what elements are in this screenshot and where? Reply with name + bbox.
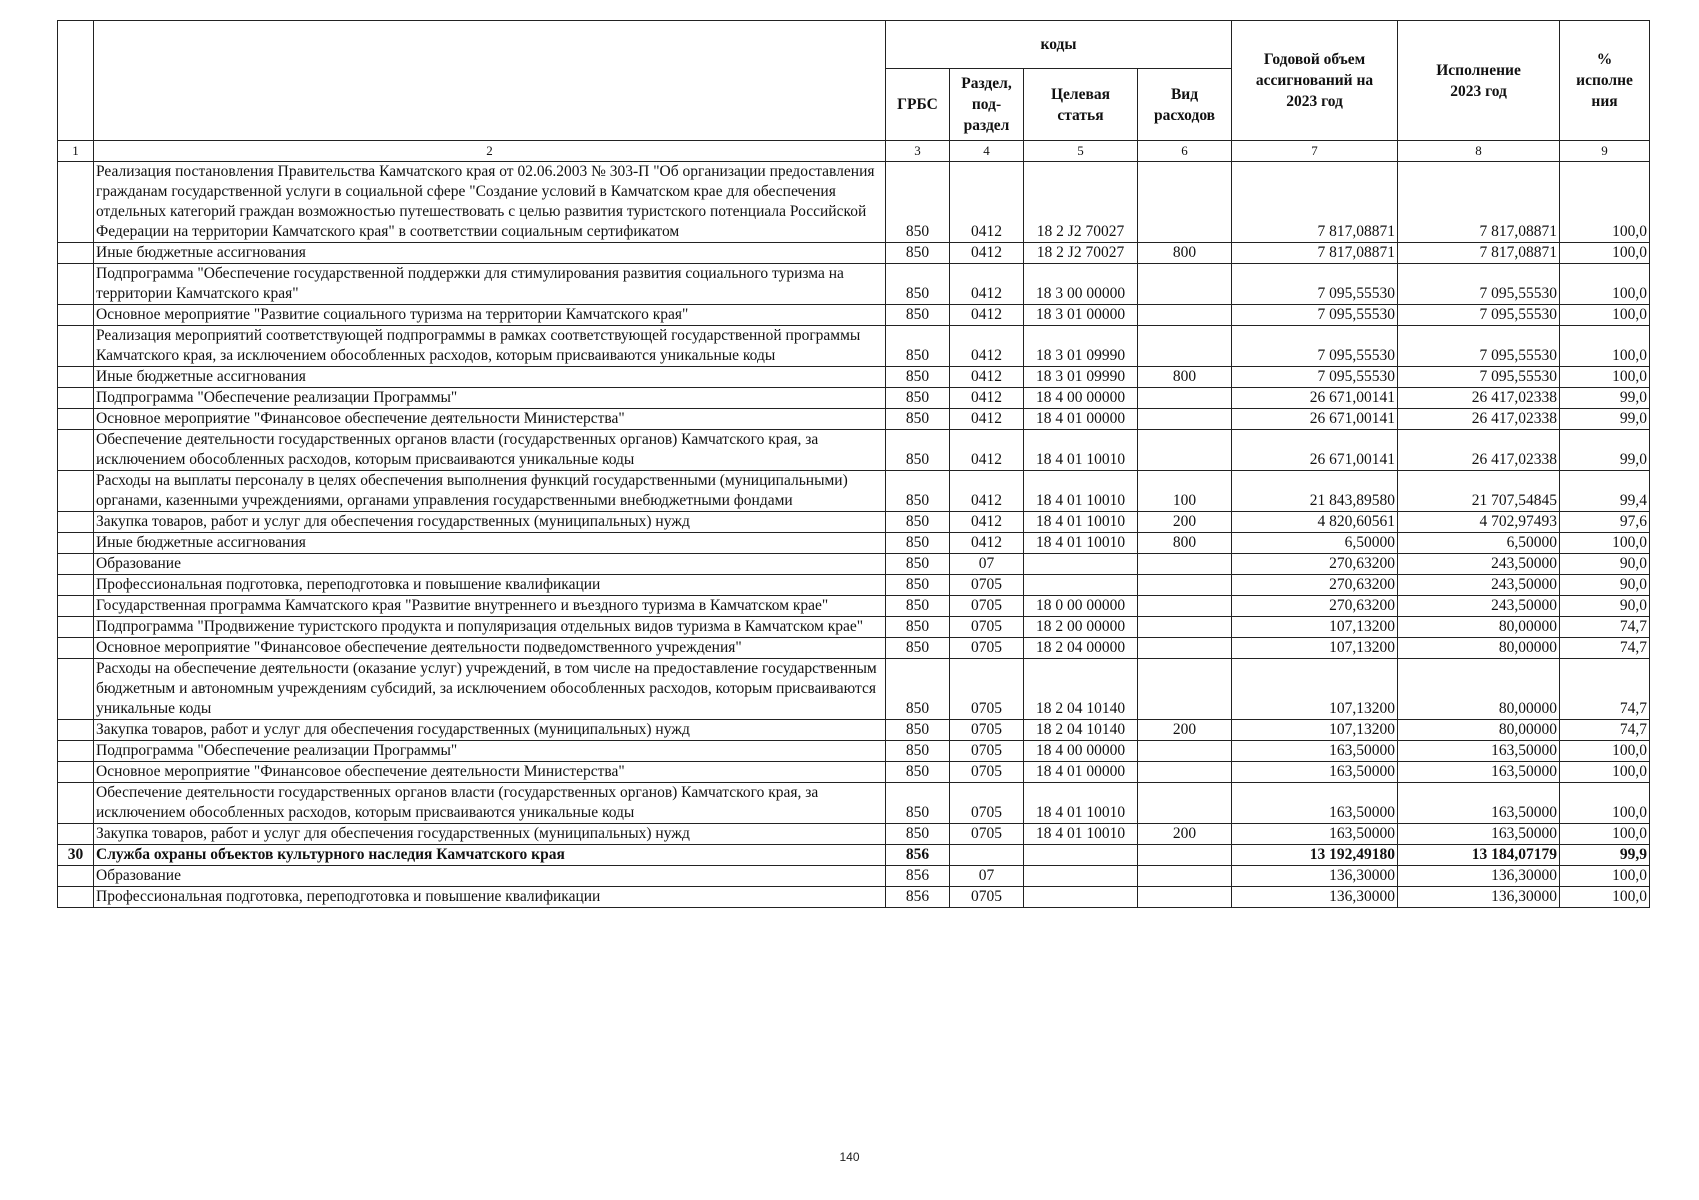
cell-row-number — [58, 388, 94, 409]
table-row — [58, 554, 1650, 575]
cell-grbs: 850 — [886, 162, 950, 243]
cell-execution-amount: 163,50000 — [1398, 741, 1560, 762]
cell-name: Основное мероприятие "Финансовое обеспечение деятельности подведомственного учреждения" — [94, 638, 886, 659]
cell-row-number — [58, 264, 94, 305]
cell-section: 0412 — [950, 471, 1024, 512]
cell-grbs: 856 — [886, 866, 950, 887]
cell-exptype: 800 — [1138, 243, 1232, 264]
cell-name: Реализация постановления Правительства Камчатского края от 02.06.2003 № 303-П "Об организации предоставления гражданам государственной услуги в социальной сфере "Создание условий в Камчатском крае для обеспечения отдельных категорий граждан возможностью путешествовать с целью развития туристского потенциала Российской Федерации на территории Камчатского края" в соответствии социальным сертификатом — [94, 162, 886, 243]
cell-grbs: 850 — [886, 617, 950, 638]
cell-section: 0705 — [950, 720, 1024, 741]
cell-annual-amount: 21 843,89580 — [1232, 471, 1398, 512]
cell-execution-amount: 163,50000 — [1398, 762, 1560, 783]
cell-exptype — [1138, 388, 1232, 409]
cell-row-number — [58, 866, 94, 887]
cell-section: 0705 — [950, 741, 1024, 762]
cell-execution-percent: 100,0 — [1560, 533, 1650, 554]
cell-grbs: 850 — [886, 741, 950, 762]
header-exec-line2: 2023 год — [1450, 82, 1507, 100]
cell-section: 0705 — [950, 762, 1024, 783]
cell-row-number — [58, 783, 94, 824]
cell-annual-amount: 26 671,00141 — [1232, 430, 1398, 471]
header-grbs: ГРБС — [886, 69, 950, 141]
cell-row-number — [58, 824, 94, 845]
cell-name: Профессиональная подготовка, переподготовка и повышение квалификации — [94, 887, 886, 908]
cell-execution-percent: 74,7 — [1560, 720, 1650, 741]
cell-name: Основное мероприятие "Финансовое обеспечение деятельности Министерства" — [94, 409, 886, 430]
cell-grbs: 850 — [886, 596, 950, 617]
cell-execution-percent: 100,0 — [1560, 326, 1650, 367]
cell-annual-amount: 26 671,00141 — [1232, 388, 1398, 409]
cell-execution-amount: 7 095,55530 — [1398, 305, 1560, 326]
cell-annual-amount: 7 095,55530 — [1232, 326, 1398, 367]
cell-section: 0412 — [950, 243, 1024, 264]
cell-name: Основное мероприятие "Развитие социального туризма на территории Камчатского края" — [94, 305, 886, 326]
cell-target: 18 2 J2 70027 — [1024, 243, 1138, 264]
cell-annual-amount: 7 095,55530 — [1232, 264, 1398, 305]
column-number: 8 — [1398, 141, 1560, 162]
cell-exptype — [1138, 617, 1232, 638]
cell-row-number — [58, 162, 94, 243]
cell-name: Расходы на выплаты персоналу в целях обеспечения выполнения функций государственными (муниципальными) органами, казенными учреждениями, органами управления государственными внебюджетными фондами — [94, 471, 886, 512]
cell-annual-amount: 163,50000 — [1232, 783, 1398, 824]
cell-target: 18 2 J2 70027 — [1024, 162, 1138, 243]
cell-execution-percent: 100,0 — [1560, 264, 1650, 305]
cell-annual-amount: 270,63200 — [1232, 554, 1398, 575]
cell-grbs: 850 — [886, 430, 950, 471]
cell-name: Иные бюджетные ассигнования — [94, 533, 886, 554]
cell-grbs: 850 — [886, 264, 950, 305]
cell-annual-amount: 270,63200 — [1232, 575, 1398, 596]
table-row — [58, 887, 1650, 908]
cell-execution-amount: 4 702,97493 — [1398, 512, 1560, 533]
cell-execution-percent: 100,0 — [1560, 824, 1650, 845]
cell-name: Закупка товаров, работ и услуг для обеспечения государственных (муниципальных) нужд — [94, 512, 886, 533]
cell-exptype — [1138, 305, 1232, 326]
cell-annual-amount: 270,63200 — [1232, 596, 1398, 617]
cell-row-number — [58, 659, 94, 720]
cell-execution-amount: 163,50000 — [1398, 783, 1560, 824]
header-annual — [1232, 21, 1398, 141]
cell-row-number — [58, 471, 94, 512]
cell-execution-percent: 99,4 — [1560, 471, 1650, 512]
cell-section: 0705 — [950, 596, 1024, 617]
cell-row-number — [58, 720, 94, 741]
cell-target: 18 3 00 00000 — [1024, 264, 1138, 305]
cell-section: 0412 — [950, 326, 1024, 367]
cell-grbs: 850 — [886, 305, 950, 326]
header-exptype-line1: Вид — [1170, 85, 1199, 103]
cell-exptype — [1138, 596, 1232, 617]
cell-target: 18 2 00 00000 — [1024, 617, 1138, 638]
header-pct-line1: % — [1596, 51, 1613, 68]
cell-row-number — [58, 887, 94, 908]
cell-exptype — [1138, 741, 1232, 762]
cell-annual-amount: 4 820,60561 — [1232, 512, 1398, 533]
cell-row-number — [58, 554, 94, 575]
cell-target: 18 4 01 10010 — [1024, 430, 1138, 471]
table-row — [58, 617, 1650, 638]
cell-annual-amount: 107,13200 — [1232, 638, 1398, 659]
cell-execution-percent: 100,0 — [1560, 367, 1650, 388]
budget-execution-table — [57, 20, 1650, 908]
cell-execution-amount: 13 184,07179 — [1398, 845, 1560, 866]
table-row — [58, 720, 1650, 741]
table-row — [58, 845, 1650, 866]
column-number: 7 — [1232, 141, 1398, 162]
cell-execution-percent: 74,7 — [1560, 638, 1650, 659]
header-percent — [1560, 21, 1650, 141]
header-exptype — [1138, 69, 1232, 141]
cell-annual-amount: 7 095,55530 — [1232, 305, 1398, 326]
cell-section: 0412 — [950, 367, 1024, 388]
cell-exptype — [1138, 575, 1232, 596]
cell-exptype — [1138, 638, 1232, 659]
column-number: 3 — [886, 141, 950, 162]
header-codes: коды — [886, 21, 1232, 69]
cell-section: 07 — [950, 554, 1024, 575]
cell-execution-amount: 6,50000 — [1398, 533, 1560, 554]
cell-execution-percent: 97,6 — [1560, 512, 1650, 533]
cell-target: 18 4 01 00000 — [1024, 762, 1138, 783]
header-empty-name — [94, 21, 886, 141]
column-number: 1 — [58, 141, 94, 162]
cell-section: 0412 — [950, 512, 1024, 533]
header-target — [1024, 69, 1138, 141]
cell-annual-amount: 136,30000 — [1232, 866, 1398, 887]
cell-row-number: 30 — [58, 845, 94, 866]
cell-exptype — [1138, 866, 1232, 887]
header-execution — [1398, 21, 1560, 141]
cell-name: Служба охраны объектов культурного наследия Камчатского края — [94, 845, 886, 866]
table-row — [58, 264, 1650, 305]
cell-section: 0412 — [950, 430, 1024, 471]
cell-execution-amount: 243,50000 — [1398, 596, 1560, 617]
cell-grbs: 850 — [886, 575, 950, 596]
cell-execution-percent: 100,0 — [1560, 762, 1650, 783]
cell-exptype — [1138, 264, 1232, 305]
cell-name: Закупка товаров, работ и услуг для обеспечения государственных (муниципальных) нужд — [94, 720, 886, 741]
cell-exptype: 800 — [1138, 533, 1232, 554]
cell-row-number — [58, 638, 94, 659]
column-number: 4 — [950, 141, 1024, 162]
cell-execution-percent: 100,0 — [1560, 243, 1650, 264]
cell-grbs: 850 — [886, 824, 950, 845]
cell-name: Реализация мероприятий соответствующей подпрограммы в рамках соответствующей государственной программы Камчатского края, за исключением обособленных расходов, которым присваиваются уникальные коды — [94, 326, 886, 367]
cell-section: 0705 — [950, 887, 1024, 908]
cell-section: 07 — [950, 866, 1024, 887]
cell-execution-percent: 74,7 — [1560, 659, 1650, 720]
cell-section: 0412 — [950, 162, 1024, 243]
cell-target: 18 4 00 00000 — [1024, 741, 1138, 762]
cell-exptype — [1138, 783, 1232, 824]
cell-target: 18 3 01 00000 — [1024, 305, 1138, 326]
cell-section: 0412 — [950, 388, 1024, 409]
cell-row-number — [58, 409, 94, 430]
column-number: 2 — [94, 141, 886, 162]
cell-annual-amount: 7 095,55530 — [1232, 367, 1398, 388]
cell-execution-amount: 7 095,55530 — [1398, 367, 1560, 388]
cell-grbs: 850 — [886, 471, 950, 512]
table-body — [58, 162, 1650, 908]
cell-name: Иные бюджетные ассигнования — [94, 367, 886, 388]
cell-execution-percent: 100,0 — [1560, 887, 1650, 908]
table-row — [58, 533, 1650, 554]
page-number: 140 — [839, 1150, 860, 1164]
cell-row-number — [58, 596, 94, 617]
cell-name: Иные бюджетные ассигнования — [94, 243, 886, 264]
cell-target: 18 4 01 00000 — [1024, 409, 1138, 430]
cell-execution-percent: 100,0 — [1560, 783, 1650, 824]
cell-section: 0412 — [950, 409, 1024, 430]
cell-execution-amount: 80,00000 — [1398, 720, 1560, 741]
cell-target: 18 4 01 10010 — [1024, 783, 1138, 824]
cell-row-number — [58, 367, 94, 388]
cell-annual-amount: 163,50000 — [1232, 762, 1398, 783]
header-annual-line3: 2023 год — [1286, 93, 1343, 110]
cell-target — [1024, 575, 1138, 596]
header-section-line2: под- — [971, 96, 1002, 113]
cell-section: 0412 — [950, 264, 1024, 305]
cell-execution-percent: 100,0 — [1560, 162, 1650, 243]
cell-section: 0705 — [950, 638, 1024, 659]
cell-target: 18 3 01 09990 — [1024, 326, 1138, 367]
header-section-line3: раздел — [963, 117, 1010, 134]
cell-grbs: 850 — [886, 554, 950, 575]
cell-row-number — [58, 617, 94, 638]
table-row — [58, 638, 1650, 659]
cell-name: Основное мероприятие "Финансовое обеспечение деятельности Министерства" — [94, 762, 886, 783]
cell-name: Расходы на обеспечение деятельности (оказание услуг) учреждений, в том числе на предоставление государственным бюджетным и автономным учреждениям субсидий, за исключением обособленных расходов, которым присваиваются уникальные коды — [94, 659, 886, 720]
cell-target: 18 4 01 10010 — [1024, 471, 1138, 512]
cell-section: 0705 — [950, 575, 1024, 596]
cell-exptype — [1138, 659, 1232, 720]
cell-target — [1024, 866, 1138, 887]
cell-name: Обеспечение деятельности государственных органов власти (государственных органов) Камчатского края, за исключением обособленных расходов, которым присваиваются уникальные коды — [94, 783, 886, 824]
cell-grbs: 850 — [886, 326, 950, 367]
cell-name: Образование — [94, 554, 886, 575]
cell-annual-amount: 136,30000 — [1232, 887, 1398, 908]
cell-exptype — [1138, 326, 1232, 367]
column-number: 9 — [1560, 141, 1650, 162]
cell-grbs: 850 — [886, 659, 950, 720]
cell-grbs: 850 — [886, 638, 950, 659]
table-row — [58, 659, 1650, 720]
header-pct-line3: ния — [1591, 93, 1618, 110]
header-annual-line2: ассигнований на — [1255, 72, 1374, 89]
cell-grbs: 850 — [886, 388, 950, 409]
cell-exptype: 200 — [1138, 720, 1232, 741]
cell-section: 0705 — [950, 659, 1024, 720]
cell-row-number — [58, 575, 94, 596]
table-row — [58, 512, 1650, 533]
cell-execution-amount: 21 707,54845 — [1398, 471, 1560, 512]
cell-target — [1024, 554, 1138, 575]
cell-execution-percent: 99,0 — [1560, 430, 1650, 471]
cell-section: 0705 — [950, 617, 1024, 638]
cell-row-number — [58, 430, 94, 471]
cell-grbs: 850 — [886, 367, 950, 388]
cell-section: 0412 — [950, 305, 1024, 326]
cell-annual-amount: 26 671,00141 — [1232, 409, 1398, 430]
cell-exptype — [1138, 409, 1232, 430]
cell-execution-amount: 80,00000 — [1398, 617, 1560, 638]
cell-execution-amount: 26 417,02338 — [1398, 409, 1560, 430]
cell-grbs: 850 — [886, 409, 950, 430]
header-pct-line2: исполне — [1576, 72, 1633, 89]
column-number: 5 — [1024, 141, 1138, 162]
cell-row-number — [58, 741, 94, 762]
cell-execution-amount: 136,30000 — [1398, 866, 1560, 887]
cell-exptype — [1138, 845, 1232, 866]
table-row — [58, 305, 1650, 326]
cell-grbs: 850 — [886, 720, 950, 741]
cell-grbs: 850 — [886, 762, 950, 783]
cell-target: 18 2 04 00000 — [1024, 638, 1138, 659]
cell-row-number — [58, 326, 94, 367]
cell-annual-amount: 163,50000 — [1232, 741, 1398, 762]
cell-execution-amount: 26 417,02338 — [1398, 430, 1560, 471]
table-row — [58, 596, 1650, 617]
cell-target: 18 4 01 10010 — [1024, 533, 1138, 554]
cell-execution-amount: 136,30000 — [1398, 887, 1560, 908]
cell-exptype — [1138, 162, 1232, 243]
table-row — [58, 409, 1650, 430]
header-section — [950, 69, 1024, 141]
cell-exptype — [1138, 887, 1232, 908]
column-number: 6 — [1138, 141, 1232, 162]
cell-target — [1024, 887, 1138, 908]
cell-annual-amount: 7 817,08871 — [1232, 162, 1398, 243]
table-row — [58, 741, 1650, 762]
cell-grbs: 856 — [886, 887, 950, 908]
cell-execution-percent: 99,0 — [1560, 409, 1650, 430]
table-row — [58, 866, 1650, 887]
table-row — [58, 575, 1650, 596]
cell-execution-amount: 80,00000 — [1398, 659, 1560, 720]
table-row — [58, 471, 1650, 512]
cell-target: 18 4 00 00000 — [1024, 388, 1138, 409]
cell-exptype — [1138, 554, 1232, 575]
cell-annual-amount: 163,50000 — [1232, 824, 1398, 845]
cell-grbs: 856 — [886, 845, 950, 866]
cell-execution-amount: 7 817,08871 — [1398, 162, 1560, 243]
cell-exptype — [1138, 762, 1232, 783]
cell-name: Закупка товаров, работ и услуг для обеспечения государственных (муниципальных) нужд — [94, 824, 886, 845]
cell-annual-amount: 7 817,08871 — [1232, 243, 1398, 264]
cell-section: 0705 — [950, 783, 1024, 824]
cell-name: Профессиональная подготовка, переподготовка и повышение квалификации — [94, 575, 886, 596]
cell-execution-percent: 90,0 — [1560, 575, 1650, 596]
cell-exptype: 100 — [1138, 471, 1232, 512]
cell-execution-percent: 90,0 — [1560, 554, 1650, 575]
cell-target: 18 3 01 09990 — [1024, 367, 1138, 388]
cell-execution-percent: 74,7 — [1560, 617, 1650, 638]
table-row — [58, 824, 1650, 845]
column-number-row — [58, 141, 1650, 162]
cell-execution-amount: 26 417,02338 — [1398, 388, 1560, 409]
cell-annual-amount: 107,13200 — [1232, 617, 1398, 638]
cell-name: Подпрограмма "Продвижение туристского продукта и популяризация отдельных видов туризма в Камчатском крае" — [94, 617, 886, 638]
cell-execution-amount: 7 095,55530 — [1398, 326, 1560, 367]
cell-execution-percent: 100,0 — [1560, 866, 1650, 887]
cell-row-number — [58, 533, 94, 554]
cell-exptype: 800 — [1138, 367, 1232, 388]
cell-name: Государственная программа Камчатского края "Развитие внутреннего и въездного туризма в Камчатском крае" — [94, 596, 886, 617]
header-target-line1: Целевая — [1050, 85, 1111, 103]
cell-annual-amount: 6,50000 — [1232, 533, 1398, 554]
cell-row-number — [58, 512, 94, 533]
cell-target — [1024, 845, 1138, 866]
cell-execution-amount: 80,00000 — [1398, 638, 1560, 659]
cell-target: 18 4 01 10010 — [1024, 824, 1138, 845]
cell-execution-percent: 99,0 — [1560, 388, 1650, 409]
cell-row-number — [58, 305, 94, 326]
table-row — [58, 430, 1650, 471]
cell-execution-percent: 100,0 — [1560, 305, 1650, 326]
cell-execution-amount: 7 817,08871 — [1398, 243, 1560, 264]
table-row — [58, 162, 1650, 243]
cell-name: Подпрограмма "Обеспечение государственной поддержки для стимулирования развития социального туризма на территории Камчатского края" — [94, 264, 886, 305]
cell-row-number — [58, 243, 94, 264]
table-row — [58, 388, 1650, 409]
cell-annual-amount: 13 192,49180 — [1232, 845, 1398, 866]
header-exec-line1: Исполнение — [1436, 61, 1521, 79]
cell-annual-amount: 107,13200 — [1232, 659, 1398, 720]
cell-target: 18 0 00 00000 — [1024, 596, 1138, 617]
header-section-line1: Раздел, — [961, 75, 1012, 92]
cell-grbs: 850 — [886, 243, 950, 264]
cell-execution-amount: 163,50000 — [1398, 824, 1560, 845]
table-row — [58, 762, 1650, 783]
cell-name: Подпрограмма "Обеспечение реализации Программы" — [94, 741, 886, 762]
cell-execution-amount: 243,50000 — [1398, 575, 1560, 596]
cell-exptype: 200 — [1138, 824, 1232, 845]
cell-execution-amount: 243,50000 — [1398, 554, 1560, 575]
cell-execution-percent: 100,0 — [1560, 741, 1650, 762]
cell-section: 0412 — [950, 533, 1024, 554]
cell-name: Образование — [94, 866, 886, 887]
cell-execution-percent: 99,9 — [1560, 845, 1650, 866]
header-empty-num — [58, 21, 94, 141]
cell-section — [950, 845, 1024, 866]
cell-grbs: 850 — [886, 533, 950, 554]
cell-exptype — [1138, 430, 1232, 471]
table-row — [58, 326, 1650, 367]
cell-section: 0705 — [950, 824, 1024, 845]
cell-grbs: 850 — [886, 512, 950, 533]
cell-exptype: 200 — [1138, 512, 1232, 533]
cell-execution-percent: 90,0 — [1560, 596, 1650, 617]
cell-name: Подпрограмма "Обеспечение реализации Программы" — [94, 388, 886, 409]
header-exptype-line2: расходов — [1153, 106, 1216, 124]
cell-target: 18 4 01 10010 — [1024, 512, 1138, 533]
cell-target: 18 2 04 10140 — [1024, 720, 1138, 741]
cell-execution-amount: 7 095,55530 — [1398, 264, 1560, 305]
cell-row-number — [58, 762, 94, 783]
table-row — [58, 367, 1650, 388]
cell-name: Обеспечение деятельности государственных органов власти (государственных органов) Камчатского края, за исключением обособленных расходов, которым присваиваются уникальные коды — [94, 430, 886, 471]
table-row — [58, 243, 1650, 264]
header-target-line2: статья — [1057, 106, 1104, 124]
cell-grbs: 850 — [886, 783, 950, 824]
cell-annual-amount: 107,13200 — [1232, 720, 1398, 741]
header-annual-line1: Годовой объем — [1263, 51, 1366, 68]
cell-target: 18 2 04 10140 — [1024, 659, 1138, 720]
table-row — [58, 783, 1650, 824]
